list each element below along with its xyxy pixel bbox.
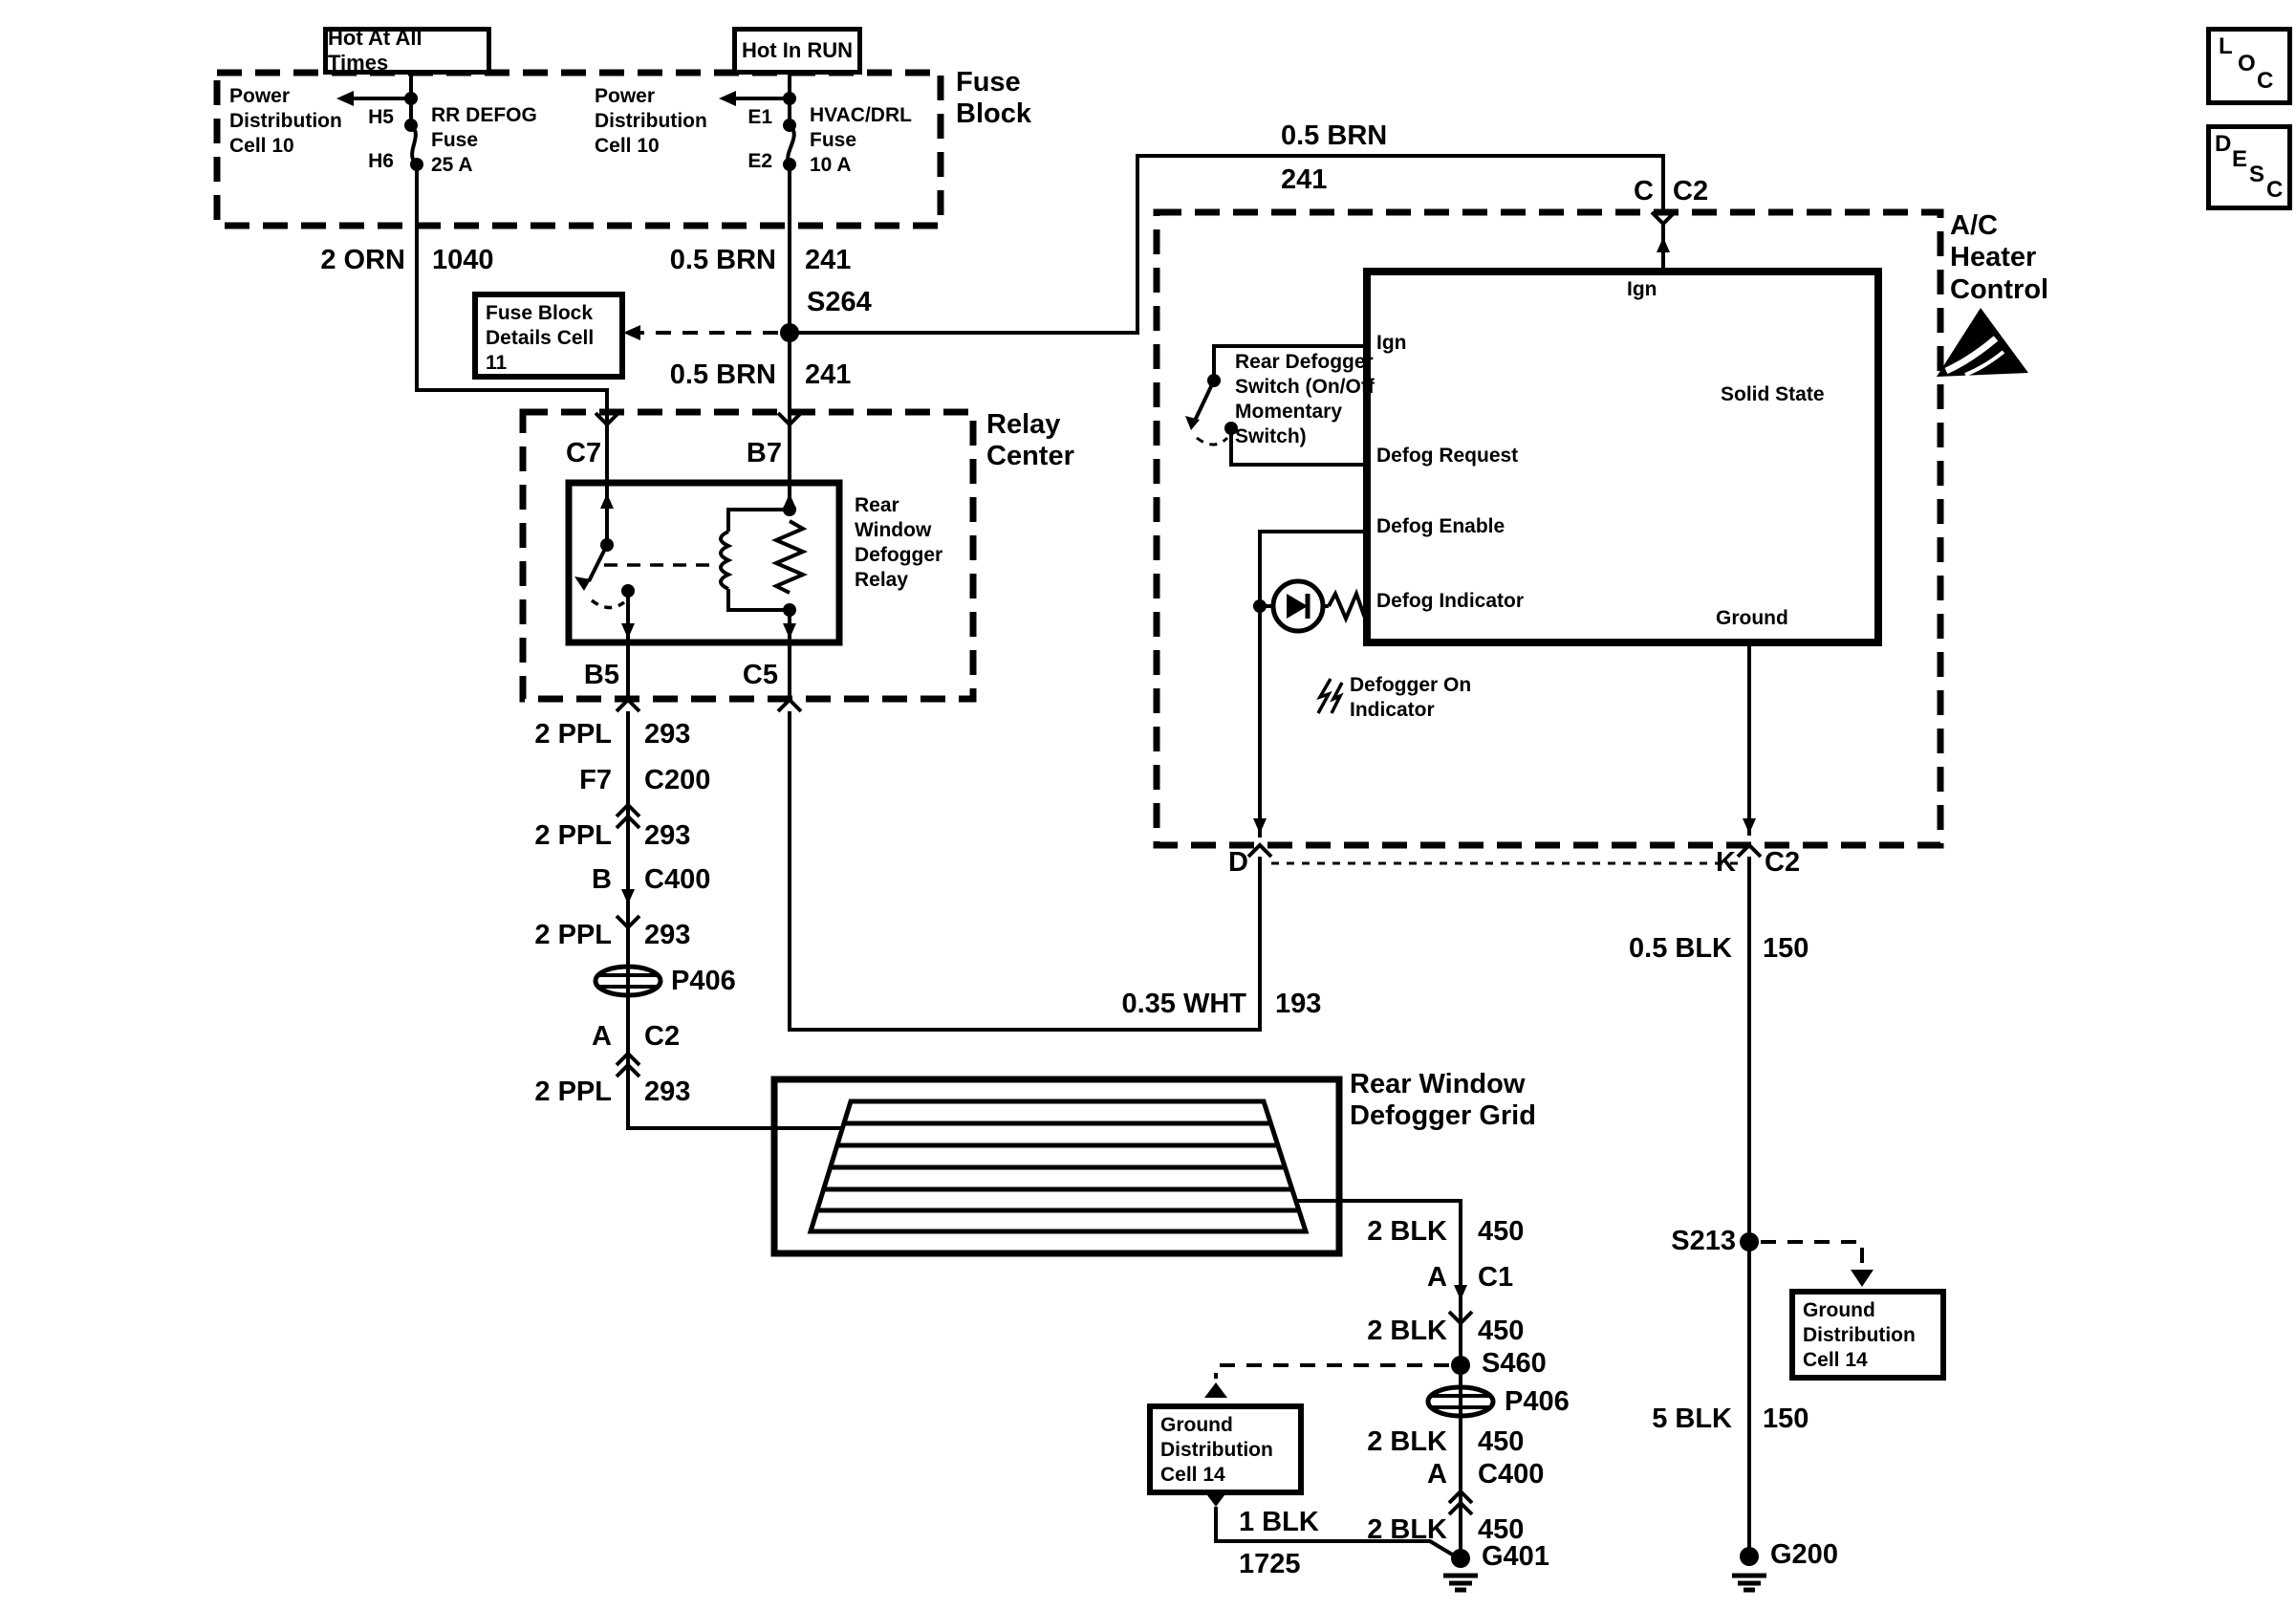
wire-circuit-450-2: 450 [1478,1316,1525,1346]
connector-c400: C400 [644,864,711,895]
ref-arrowhead-s264 [623,325,640,340]
splice-s460 [1451,1356,1470,1375]
wire [728,510,790,532]
pin-c: C [1634,176,1654,207]
dashed-ref-s213 [1761,1242,1862,1266]
ref-arrowhead-right [719,91,736,106]
wire-circuit-450-4: 450 [1478,1514,1525,1545]
pass-through-p406-b-label: P406 [1505,1386,1570,1417]
ac-heater-control-outline [1157,212,1940,845]
relay-name: Rear Window Defogger Relay [855,494,943,592]
relay-resistor [776,521,803,593]
fuse-name-rr-defog: RR DEFOG [431,104,537,126]
desc-letter: C [2266,177,2284,203]
ground-symbol-g200 [1732,1576,1766,1590]
fuse-rating-rr-defog: 25 A [431,154,473,176]
fuse-type-rr-defog: Fuse [431,129,479,151]
wire-circuit-450-3: 450 [1478,1426,1525,1457]
fuse-block-title: Fuse Block [956,67,1031,130]
relay-coil [721,532,728,589]
splice-s460-label: S460 [1482,1348,1547,1379]
wire-circuit-293-2: 293 [644,820,691,851]
ref-triangle-up-s460 [1204,1382,1227,1398]
pin-defog-enable: Defog Enable [1376,515,1505,537]
arrowhead-up-ign [1657,237,1670,252]
desc-letter: E [2232,146,2248,172]
pin-a-c1: A [1427,1262,1447,1293]
pin-c5: C5 [742,660,778,690]
led-diode-triangle [1287,594,1308,619]
ground-symbol-g401 [1443,1576,1478,1590]
arrowhead-down [621,623,635,639]
arrowhead-up [783,493,796,509]
pin-a-c400: A [1427,1459,1447,1490]
desc-button[interactable] [2206,124,2292,210]
arrowhead-down-k [1743,818,1756,834]
wire-size-5blk: 5 BLK [1652,1403,1732,1434]
connector-c2-grid: C2 [644,1021,681,1052]
pin-a-c2: A [592,1021,612,1052]
wire [728,589,790,610]
pin-defog-indicator: Defog Indicator [1376,590,1525,612]
wire-circuit-241-2: 241 [805,359,852,390]
fuse-rating-hvac: 10 A [810,154,852,176]
dashed-ref-s460 [1216,1365,1449,1379]
wire-size-2ppl-4: 2 PPL [534,1077,612,1107]
solid-state-label: Solid State [1721,383,1825,405]
pin-b5: B5 [583,660,619,690]
fuse-type-hvac: Fuse [810,129,857,151]
hot-in-run-box [732,27,862,75]
loc-letter: O [2238,51,2256,76]
desc-letter: D [2215,131,2232,157]
ground-g401-dot [1451,1549,1470,1568]
wire-size-2orn: 2 ORN [320,245,405,275]
indicator-resistor [1329,594,1367,619]
defogger-switch-throw-arc [1197,438,1227,445]
wire-size-2blk-3: 2 BLK [1367,1426,1447,1457]
wire-size-2ppl-1: 2 PPL [534,719,612,750]
wire-size-2ppl-2: 2 PPL [534,820,612,851]
terminal-e1: E1 [747,106,772,128]
fuse-block-details-ref: Fuse Block Details Cell 11 [472,292,625,380]
pin-ground: Ground [1716,607,1788,629]
wire-size-2blk-1: 2 BLK [1367,1216,1447,1247]
pin-f7: F7 [579,765,612,795]
splice-s264 [780,323,799,342]
hot-at-all-times-box [323,27,491,75]
connector-c400-b: C400 [1478,1459,1545,1490]
pin-d: D [1228,847,1248,878]
wire-size-2ppl-3: 2 PPL [534,920,612,950]
arrowhead-up [600,493,614,509]
ac-heater-control-title: A/C Heater Control [1950,210,2049,305]
wire-size-2blk-2: 2 BLK [1367,1316,1447,1346]
ground-g200-dot [1740,1547,1759,1566]
defogger-on-indicator-label: Defogger On Indicator [1350,674,1472,722]
relay-center-title: Relay Center [986,409,1074,472]
pin-c7: C7 [566,438,602,468]
terminal-h5: H5 [368,106,394,128]
arrowhead-down-c400 [621,889,635,904]
wire-circuit-293-4: 293 [644,1077,691,1107]
wire-size-05blk: 0.5 BLK [1629,933,1732,964]
splice-s264-label: S264 [807,287,872,317]
wire-circuit-241-1: 241 [805,245,852,275]
wire-size-05brn-2: 0.5 BRN [669,359,776,390]
splice-s213-label: S213 [1671,1226,1736,1256]
pin-k: K [1716,847,1736,878]
wire-circuit-293-3: 293 [644,920,691,950]
wire-circuit-450-1: 450 [1478,1216,1525,1247]
loc-button[interactable] [2206,27,2292,105]
pin-ign-left: Ign [1376,332,1407,354]
power-distribution-ref-right: Power Distribution Cell 10 [595,85,707,158]
pin-b: B [592,864,612,895]
wire-circuit-150-2: 150 [1763,1403,1809,1434]
desc-letter: S [2249,162,2265,187]
wire-035wht-193 [790,711,1260,1030]
wire-size-05brn-3: 0.5 BRN [1281,120,1388,151]
connector-c2-top: C2 [1673,176,1709,207]
relay-switch-throw-arc [592,600,624,608]
wire-circuit-293-1: 293 [644,719,691,750]
rear-defogger-switch-label: Rear Defogger Switch (On/Off Momentary Switch) [1235,351,1375,448]
arrowhead-down [783,623,796,639]
wire-size-1blk: 1 BLK [1239,1507,1319,1537]
hot-in-run-label: Hot In RUN [741,38,854,62]
defogger-grid-title: Rear Window Defogger Grid [1350,1069,1536,1132]
pass-through-p406-label: P406 [671,966,736,996]
splice-s213 [1740,1232,1759,1251]
hot-at-all-times-label: Hot At All Times [328,26,422,75]
ground-g401-label: G401 [1482,1541,1549,1572]
wire-circuit-150-1: 150 [1763,933,1809,964]
arrowhead-down-c1 [1454,1285,1467,1300]
connector-c1: C1 [1478,1262,1514,1293]
wire-circuit-193: 193 [1275,989,1322,1019]
pin-ign-top: Ign [1627,278,1657,300]
wire-size-05brn-1: 0.5 BRN [669,245,776,275]
defogger-on-indicator-icon [1318,679,1342,713]
wire-05brn-241-to-ac [790,156,1663,333]
wire-circuit-1725: 1725 [1239,1549,1301,1579]
ref-triangle-down-s213 [1851,1270,1874,1287]
wire-size-2blk-4: 2 BLK [1367,1514,1447,1545]
wire-circuit-241-3: 241 [1281,164,1328,195]
loc-letter: L [2219,33,2233,59]
connector-c2-k: C2 [1765,847,1801,878]
ground-distribution-ref-2: Ground Distribution Cell 14 [1789,1289,1946,1381]
loc-letter: C [2257,68,2274,94]
fuse-name-hvac: HVAC/DRL [810,104,912,126]
defogger-switch-lever [1194,381,1214,423]
connector-c200: C200 [644,765,711,795]
wire-size-035wht: 0.35 WHT [1121,989,1246,1019]
pin-b7: B7 [746,438,782,468]
terminal-h6: H6 [368,150,394,172]
ground-distribution-ref-1: Ground Distribution Cell 14 [1147,1403,1304,1495]
ground-g200-label: G200 [1770,1539,1838,1570]
terminal-e2: E2 [747,150,772,172]
wire-circuit-1040: 1040 [432,245,494,275]
pin-defog-request: Defog Request [1376,445,1519,467]
arrowhead-down-d [1253,818,1267,834]
power-distribution-ref-left: Power Distribution Cell 10 [229,85,342,158]
defogger-grid-lines [817,1123,1299,1210]
